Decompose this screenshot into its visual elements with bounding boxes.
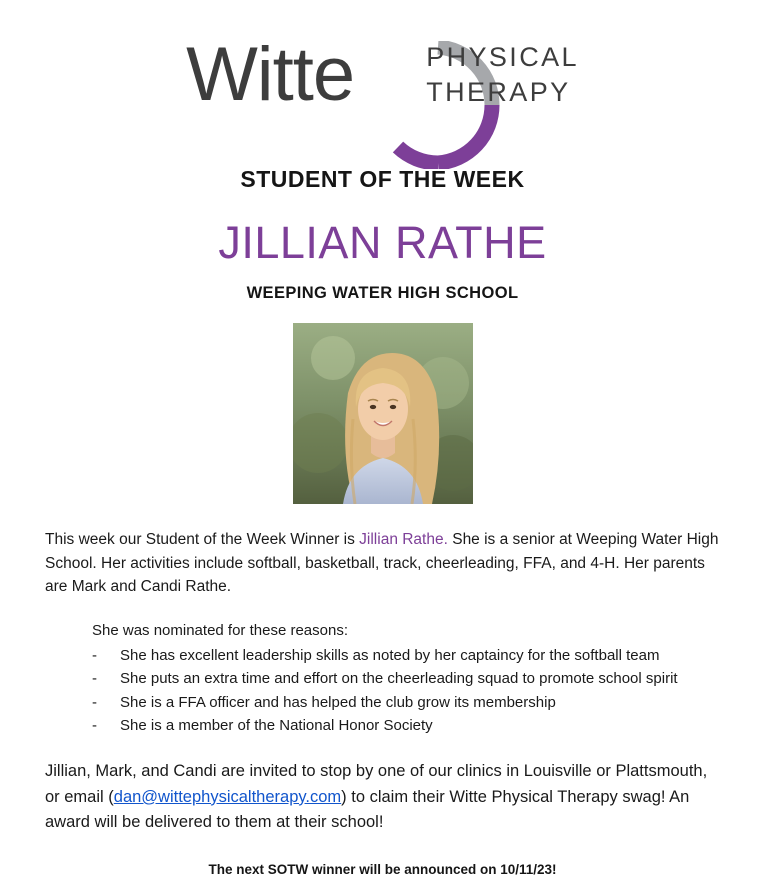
nomination-reasons [92, 619, 720, 737]
footer-note: The next SOTW winner will be announced on 10/11/23! [208, 861, 557, 877]
brand-line-physical: PHYSICAL [426, 42, 579, 73]
email-link[interactable]: dan@wittephysicaltherapy.com [113, 787, 342, 806]
logo-inner [186, 32, 579, 117]
list-item [92, 667, 720, 690]
closing-paragraph [45, 759, 720, 836]
reason-text: She puts an extra time and effort on the cheerleading squad to promote school spirit [120, 670, 678, 688]
list-item [92, 691, 720, 714]
closing-part-1: Jillian, Mark, and Candi are invited to stop by one of our clinics in Louisville or Plattsmouth, or email ( [45, 762, 708, 806]
reasons-lead: She was nominated for these reasons: [92, 621, 348, 639]
program-title: STUDENT OF THE WEEK [240, 166, 525, 192]
reason-text: She has excellent leadership skills as noted by her captaincy for the softball team [120, 647, 660, 665]
student-name: JILLIAN RATHE [218, 217, 547, 268]
reason-text: She is a FFA officer and has helped the club grow its membership [120, 693, 556, 711]
intro-name-highlight: Jillian Rathe. [359, 531, 448, 549]
photo-container [0, 323, 765, 504]
bullet-dash: - [92, 647, 97, 665]
bullet-dash: - [92, 670, 97, 688]
bullet-dash: - [92, 693, 97, 711]
closing-part-2: ) to claim their Witte Physical Therapy swag! An award will be delivered to them at their school! [45, 787, 690, 832]
reason-text: She is a member of the National Honor Society [120, 716, 433, 734]
list-item [92, 644, 720, 667]
logo-wordmark: Witte [186, 32, 355, 117]
brand-logo [0, 0, 765, 150]
intro-part-1: This week our Student of the Week Winner is [45, 531, 360, 549]
list-item [92, 714, 720, 737]
intro-paragraph [45, 528, 720, 599]
student-photo [293, 323, 473, 504]
brand-line-therapy: THERAPY [426, 77, 571, 107]
bullet-dash: - [92, 716, 97, 734]
brand-name-lines [426, 40, 579, 109]
intro-part-2: She is a senior at Weeping Water High School. Her activities include softball, basketball, track, cheerleading, FFA, and 4-H. Her parents are Mark and Candi Rathe. [45, 531, 719, 596]
school-name: WEEPING WATER HIGH SCHOOL [246, 284, 519, 303]
